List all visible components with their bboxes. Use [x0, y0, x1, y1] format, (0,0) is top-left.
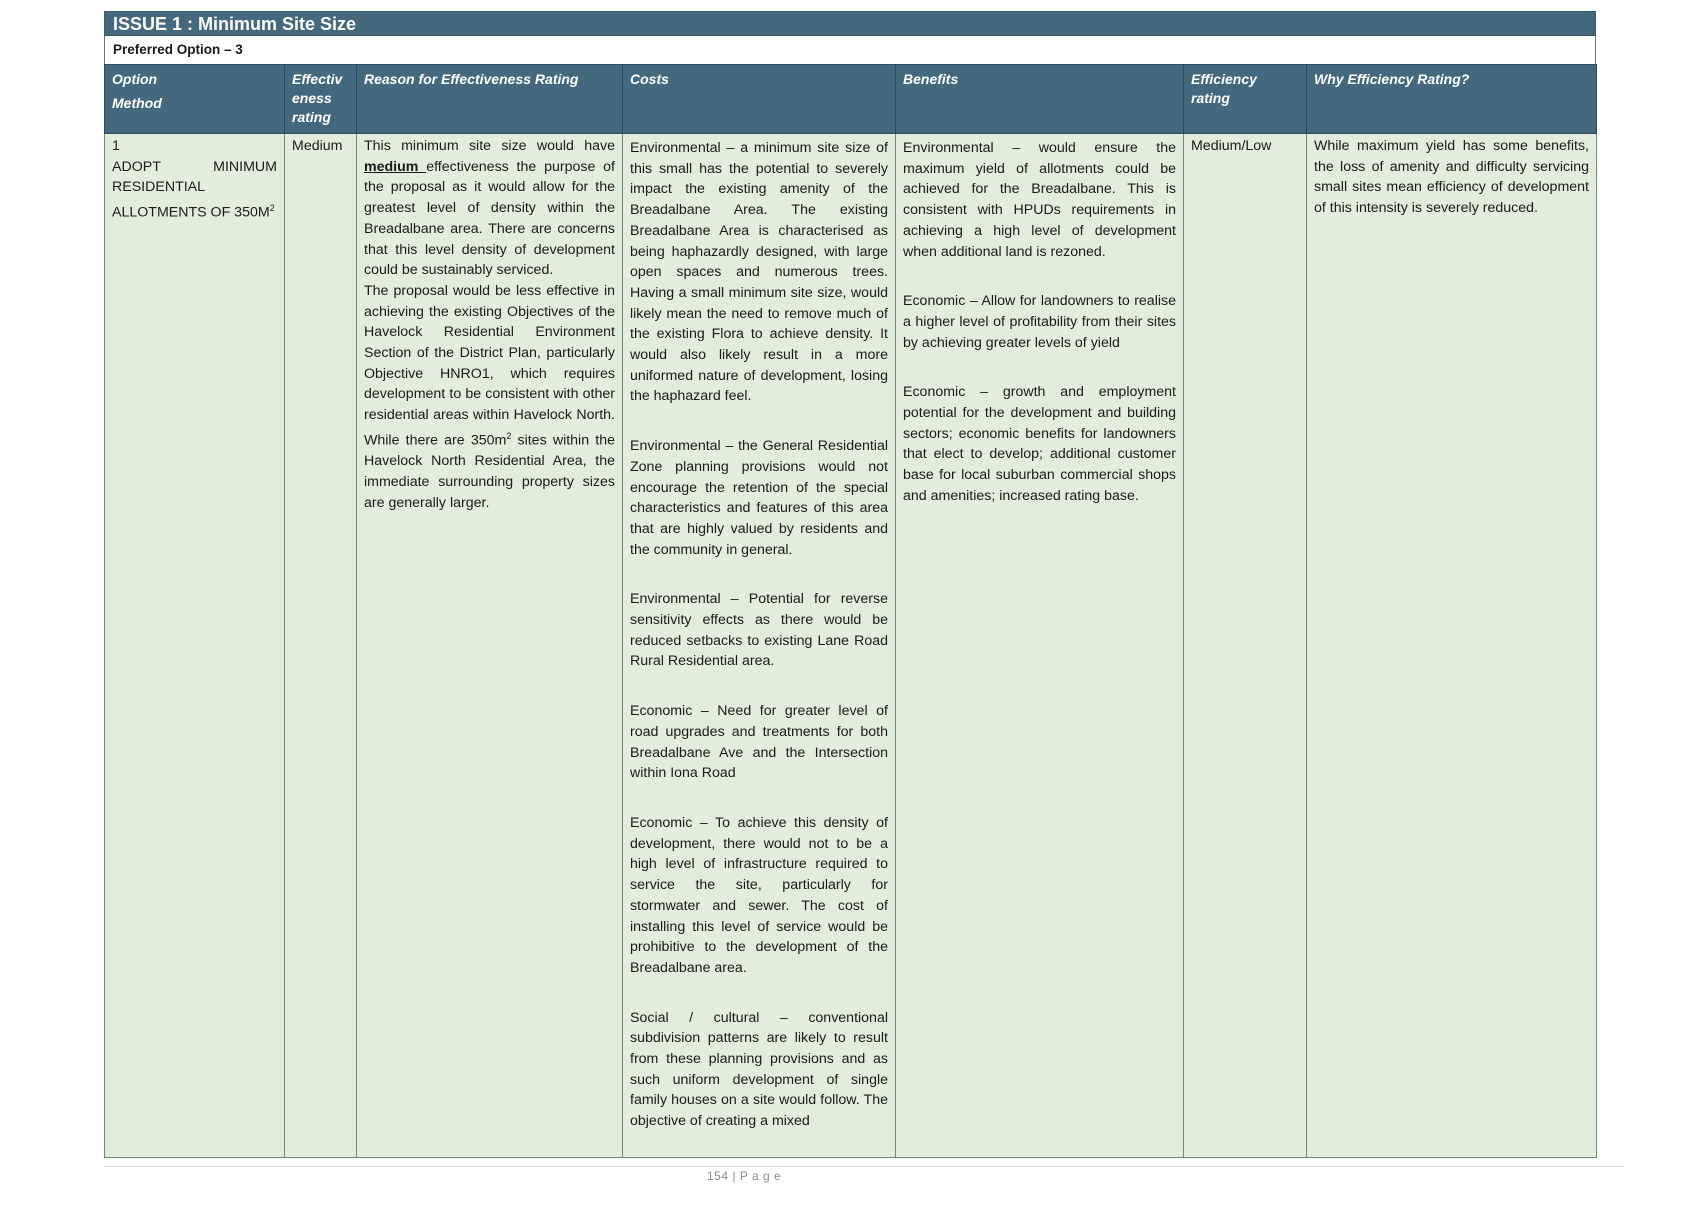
benefit-item: Environmental – would ensure the maximum yield of allotments could be achieved for the Breadalbane. This is consistent with HPUDs requirements in achieving a high level of development when additional land is rezoned. — [903, 140, 1176, 260]
issue-table-page — [104, 11, 1596, 1158]
footer-divider — [104, 1166, 1624, 1167]
issue-title: ISSUE 1 : Minimum Site Size — [104, 11, 1596, 36]
header-benefits: Benefits — [896, 65, 1184, 134]
reason-paragraph-2 — [364, 281, 615, 513]
option-method — [112, 157, 277, 224]
reason-emphasis: medium — [364, 158, 427, 175]
header-why-efficiency: Why Efficiency Rating? — [1307, 65, 1597, 134]
reason-p2-after: sites within the Havelock North Residential Area, the immediate surrounding property sizes are generally larger. — [364, 432, 615, 511]
header-method: Method — [112, 95, 162, 111]
preferred-option: Preferred Option – 3 — [104, 36, 1596, 64]
efficiency-cell: Medium/Low — [1184, 134, 1307, 1158]
reason-paragraph-1 — [364, 136, 615, 281]
benefit-item: Economic – Allow for landowners to realise a higher level of profitability from their sites by achieving greater levels of yield — [903, 293, 1176, 351]
options-table — [104, 64, 1597, 1158]
header-option: Option — [112, 71, 158, 87]
header-reason: Reason for Effectiveness Rating — [357, 65, 623, 134]
costs-list — [630, 136, 888, 1157]
option-number: 1 — [112, 138, 120, 154]
page-label: | P a g e — [728, 1169, 782, 1183]
table-header-row — [105, 65, 1597, 134]
cost-item: Social / cultural – conventional subdivision patterns are likely to result from these planning provisions and as such uniform development of single family houses on a site would follow. The objective of creating a mixed — [630, 1009, 888, 1130]
reason-p2-sup: 2 — [506, 430, 512, 441]
reason-cell — [357, 134, 623, 1158]
header-costs: Costs — [623, 65, 896, 134]
cost-item: Economic – To achieve this density of development, there would not to be a high level of infrastructure required to service the site, particularly for stormwater and sewer. The cost of installing this level of service would be prohibitive to the development of the Breadalbane area. — [630, 814, 888, 976]
option-method-sup: 2 — [269, 203, 275, 214]
header-effectiveness: Effectiv eness rating — [285, 65, 357, 134]
costs-cell — [623, 134, 896, 1158]
cost-item: Environmental – Potential for reverse sensitivity effects as there would be reduced setbacks to existing Lane Road Rural Residential area. — [630, 591, 888, 670]
page-footer — [707, 1169, 781, 1183]
benefit-item: Economic – growth and employment potential for the development and building sectors; economic benefits for landowners that elect to develop; additional customer base for local suburban commercial shops and amenities; increased rating base. — [903, 384, 1176, 504]
reason-p1-after: effectiveness the purpose of the proposal as it would allow for the greatest level of density within the Breadalbane area. There are concerns that this level density of development could be sustainably serviced. — [364, 158, 615, 279]
table-row — [105, 134, 1597, 1158]
effectiveness-cell: Medium — [285, 134, 357, 1158]
cost-item: Economic – Need for greater level of road upgrades and treatments for both Breadalbane Ave and the Intersection within Iona Road — [630, 703, 888, 782]
why-efficiency-cell: While maximum yield has some benefits, the loss of amenity and difficulty servicing small sites mean efficiency of development of this intensity is severely reduced. — [1307, 134, 1597, 1158]
header-efficiency: Efficiency rating — [1184, 65, 1307, 134]
cost-item: Environmental – a minimum site size of this small has the potential to severely impact the existing amenity of the Breadalbane Area. The existing Breadalbane Area is characterised as being haphazardly designed, with large open spaces and numerous trees. Having a small minimum site size, would likely mean the need to remove much of the existing Flora to achieve density. It would also likely result in a more uniformed nature of development, losing the haphazard feel. — [630, 140, 888, 405]
option-method-text: ADOPT MINIMUM RESIDENTIAL ALLOTMENTS OF 350M — [112, 158, 277, 221]
benefits-cell — [896, 134, 1184, 1158]
reason-p2-before: The proposal would be less effective in achieving the existing Objectives of the Havelock Residential Environment Section of the District Plan, particularly Objective HNRO1, which requires development to be consistent with other residential areas within Havelock North. While there are 350m — [364, 282, 615, 449]
page-number: 154 — [707, 1169, 729, 1183]
reason-p1-before: This minimum site size would have — [364, 138, 615, 154]
header-option-method — [105, 65, 285, 134]
option-cell — [105, 134, 285, 1158]
cost-item: Environmental – the General Residential Zone planning provisions would not encourage the retention of the special characteristics and features of this area that are highly valued by residents and the community in general. — [630, 438, 888, 558]
